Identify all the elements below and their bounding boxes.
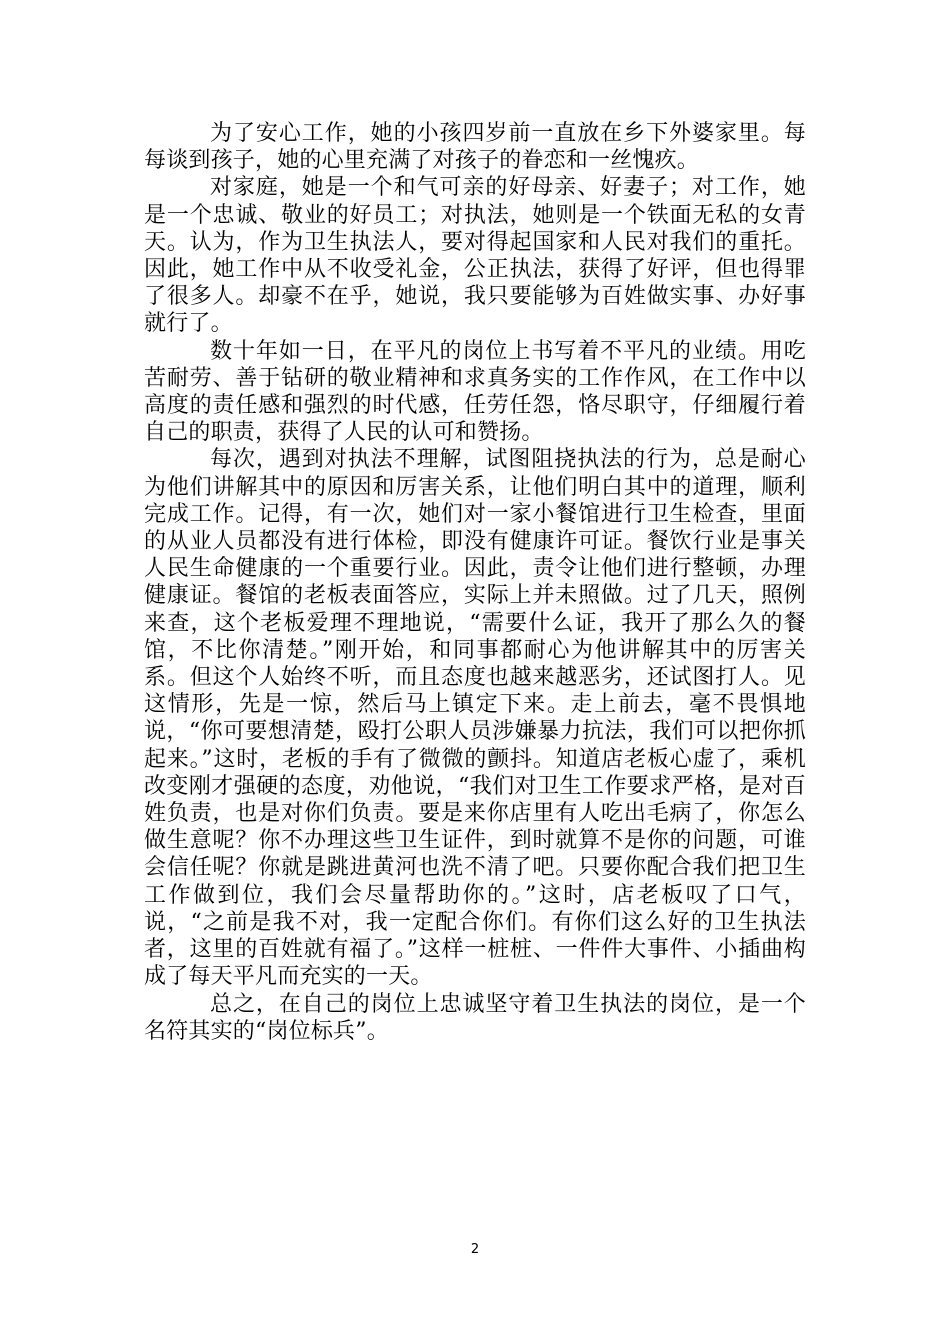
paragraph-1: 为了安心工作，她的小孩四岁前一直放在乡下外婆家里。每每谈到孩子，她的心里充满了对孩子的眷恋和一丝愧疚。: [144, 121, 806, 174]
page-number: 2: [470, 1242, 480, 1257]
paragraph-5: 总之，在自己的岗位上忠诚坚守着卫生执法的岗位，是一个名符其实的“岗位标兵”。: [144, 991, 806, 1044]
paragraph-4: 每次，遇到对执法不理解，试图阻挠执法的行为，总是耐心为他们讲解其中的原因和厉害关系，让他们明白其中的道理，顺利完成工作。记得，有一次，她们对一家小餐馆进行卫生检查，里面的从业人员都没有进行体检，即没有健康许可证。餐饮行业是事关人民生命健康的一个重要行业。因此，责令让他们进行整顿，办理健康证。餐馆的老板表面答应，实际上并未照做。过了几天，照例来查，这个老板爱理不理地说，“需要什么证，我开了那么久的餐馆，不比你清楚。”刚开始，和同事都耐心为他讲解其中的厉害关系。但这个人始终不听，而且态度也越来越恶劣，还试图打人。见这情形，先是一惊，然后马上镇定下来。走上前去，毫不畏惧地说，“你可要想清楚，殴打公职人员涉嫌暴力抗法，我们可以把你抓起来。”这时，老板的手有了微微的颤抖。知道店老板心虚了，乘机改变刚才强硬的态度，劝他说，“我们对卫生工作要求严格，是对百姓负责，也是对你们负责。要是来你店里有人吃出毛病了，你怎么做生意呢？你不办理这些卫生证件，到时就算不是你的问题，可谁会信任呢？你就是跳进黄河也洗不清了吧。只要你配合我们把卫生工作做到位，我们会尽量帮助你的。”这时，店老板叹了口气，说，“之前是我不对，我一定配合你们。有你们这么好的卫生执法者，这里的百姓就有福了。”这样一桩桩、一件件大事件、小插曲构成了每天平凡而充实的一天。: [144, 447, 806, 990]
paragraph-2: 对家庭，她是一个和气可亲的好母亲、好妻子；对工作，她是一个忠诚、敬业的好员工；对执法，她则是一个铁面无私的女青天。认为，作为卫生执法人，要对得起国家和人民对我们的重托。因此，她工作中从不收受礼金，公正执法，获得了好评，但也得罪了很多人。却豪不在乎，她说，我只要能够为百姓做实事、办好事就行了。: [144, 175, 806, 337]
body-text: [144, 120, 806, 1045]
paragraph-3: 数十年如一日，在平凡的岗位上书写着不平凡的业绩。用吃苦耐劳、善于钻研的敬业精神和求真务实的工作作风，在工作中以高度的责任感和强烈的时代感，任劳任怨，恪尽职守，仔细履行着自己的职责，获得了人民的认可和赞扬。: [144, 338, 806, 446]
